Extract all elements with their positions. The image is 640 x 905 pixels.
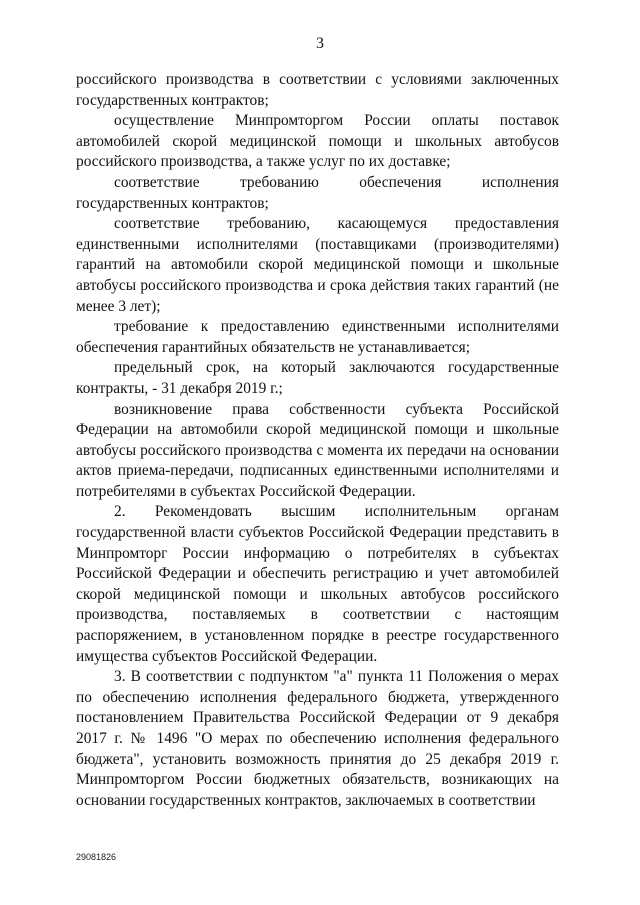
paragraph: соответствие требованию обеспечения исполнения государственных контрактов; [76, 173, 559, 212]
paragraph: соответствие требованию, касающемуся предоставления единственными исполнителями (поставщиками (производителями) гарантий на автомобили скорой медицинской помощи и школьные автобусы российского производства и срока действия таких гарантий (не менее 3 лет); [76, 215, 559, 315]
paragraph: российского производства в соответствии с условиями заключенных государственных контрактов; [76, 71, 559, 109]
page-number: 3 [316, 35, 324, 52]
paragraph: возникновение права собственности субъекта Российской Федерации на автомобили скорой медицинской помощи и школьные автобусы российского производства с момента их передачи на основании актов приема-передачи, подписанных единственными исполнителями и потребителями в субъектах Российской Федерации. [76, 400, 559, 500]
document-body [76, 70, 559, 811]
paragraph: 2. Рекомендовать высшим исполнительным органам государственной власти субъектов Российской Федерации представить в Минпромторг России информацию о потребителях в субъектах Российской Федерации и обеспечить регистрацию и учет автомобилей скорой медицинской помощи и школьных автобусов российского производства, поставляемых в соответствии с настоящим распоряжением, в установленном порядке в реестре государственного имущества субъектов Российской Федерации. [76, 503, 559, 665]
paragraph: требование к предоставлению единственными исполнителями обеспечения гарантийных обязательств не устанавливается; [76, 318, 559, 356]
paragraph: 3. В соответствии с подпунктом "а" пункта 11 Положения о мерах по обеспечению исполнения федерального бюджета, утвержденного постановлением Правительства Российской Федерации от 9 декабря 2017 г. № 1496 "О мерах по обеспечению исполнения федерального бюджета", установить возможность принятия до 25 декабря 2019 г. Минпромторгом России бюджетных обязательств, возникающих на основании государственных контрактов, заключаемых в соответствии [76, 668, 559, 809]
paragraph: осуществление Минпромторгом России оплаты поставок автомобилей скорой медицинской помощи и школьных автобусов российского производства, а также услуг по их доставке; [76, 112, 559, 171]
document-code: 29081826 [76, 852, 117, 862]
paragraph: предельный срок, на который заключаются государственные контракты, - 31 декабря 2019 г.; [76, 359, 559, 397]
